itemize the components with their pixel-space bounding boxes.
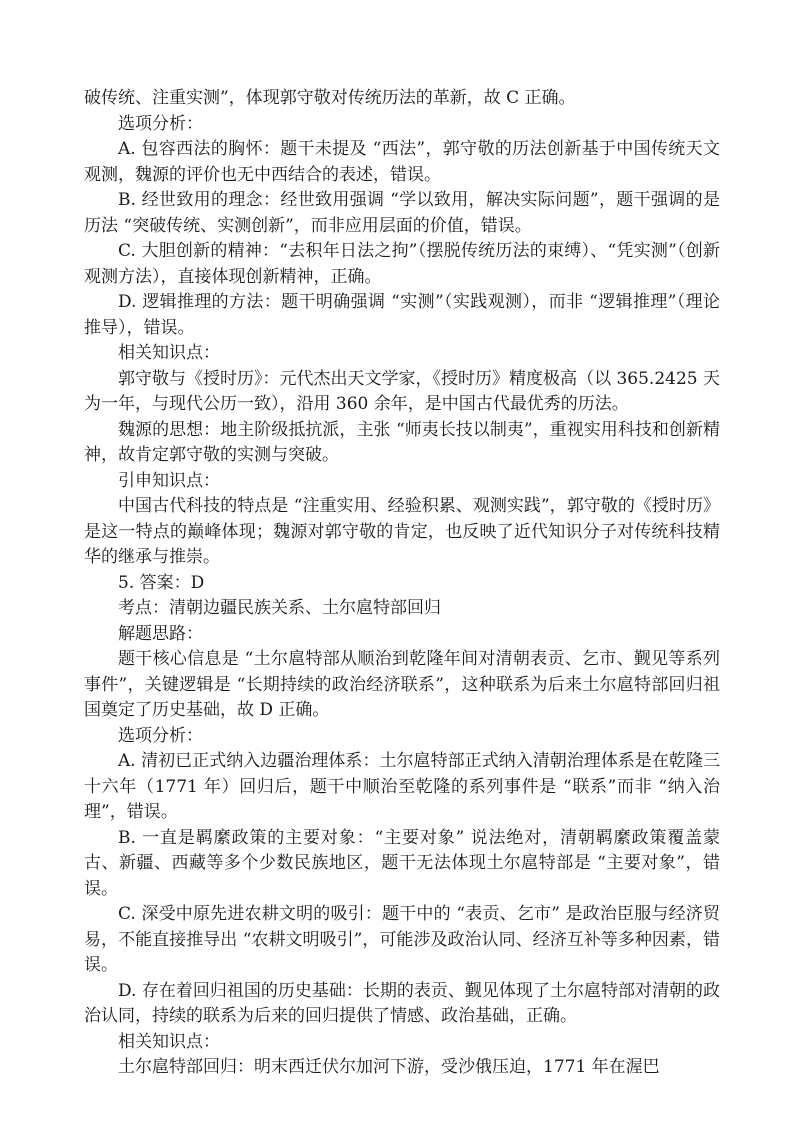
- paragraph-21: 土尔扈特部回归：明末西迁伏尔加河下游，受沙俄压迫，1771 年在渥巴: [118, 1057, 660, 1077]
- paragraph-12: 考点：清朝边疆民族关系、土尔扈特部回归: [118, 598, 441, 618]
- paragraph-19: D. 存在着回归祖国的历史基础：长期的表贡、觐见体现了土尔扈特部对清朝的政治认同，持续的联系为后来的回归提供了情感、政治基础，正确。: [84, 980, 720, 1026]
- paragraph-14: 题干核心信息是 “土尔扈特部从顺治到乾隆年间对清朝表贡、乞市、觐见等系列事件”，关键逻辑是 “长期持续的政治经济联系”，这种联系为后来土尔扈特部回归祖国奠定了历史基础，故 D 正确。: [84, 649, 720, 720]
- paragraph-8: 魏源的思想：地主阶级抵抗派，主张 “师夷长技以制夷”，重视实用科技和创新精神，故肯定郭守敬的实测与突破。: [84, 419, 720, 465]
- paragraph-9: 引申知识点：: [118, 470, 220, 491]
- document-page: [84, 86, 720, 1081]
- paragraph-3: B. 经世致用的理念：经世致用强调 “学以致用，解决实际问题”，题干强调的是历法 “突破传统、实测创新”，而非应用层面的价值，错误。: [84, 190, 720, 236]
- paragraph-13: 解题思路：: [118, 623, 203, 644]
- paragraph-15: 选项分析：: [118, 725, 203, 746]
- paragraph-0: 破传统、注重实测”，体现郭守敬对传统历法的革新，故 C 正确。: [84, 88, 576, 108]
- paragraph-18: C. 深受中原先进农耕文明的吸引：题干中的 “表贡、乞市” 是政治臣服与经济贸易，不能直接推导出 “农耕文明吸引”，可能涉及政治认同、经济互补等多种因素，错误。: [84, 904, 720, 975]
- paragraph-4: C. 大胆创新的精神：“去积年日法之拘”（摆脱传统历法的束缚）、“凭实测”（创新观测方法），直接体现创新精神，正确。: [84, 241, 720, 287]
- paragraph-5: D. 逻辑推理的方法：题干明确强调 “实测”（实践观测），而非 “逻辑推理”（理论推导），错误。: [84, 292, 720, 338]
- paragraph-20: 相关知识点：: [118, 1031, 220, 1052]
- paragraph-17: B. 一直是羁縻政策的主要对象：“主要对象” 说法绝对，清朝羁縻政策覆盖蒙古、新疆、西藏等多个少数民族地区，题干无法体现土尔扈特部是 “主要对象”，错误。: [84, 827, 720, 899]
- paragraph-1: 选项分析：: [118, 113, 203, 134]
- paragraph-16: A. 清初已正式纳入边疆治理体系：土尔扈特部正式纳入清朝治理体系是在乾隆三十六年（1771 年）回归后，题干中顺治至乾隆的系列事件是 “联系”而非 “纳入治理”，错误。: [84, 751, 720, 822]
- paragraph-11: 5. 答案：D: [118, 572, 205, 593]
- paragraph-10: 中国古代科技的特点是 “注重实用、经验积累、观测实践”，郭守敬的《授时历》是这一特点的巅峰体现；魏源对郭守敬的肯定，也反映了近代知识分子对传统科技精华的继承与推崇。: [84, 496, 720, 567]
- paragraph-6: 相关知识点：: [118, 343, 220, 363]
- paragraph-2: A. 包容西法的胸怀：题干未提及 “西法”，郭守敬的历法创新基于中国传统天文观测，魏源的评价也无中西结合的表述，错误。: [84, 139, 720, 185]
- paragraph-7: 郭守敬与《授时历》：元代杰出天文学家，《授时历》精度极高（以 365.2425 天为一年，与现代公历一致），沿用 360 余年，是中国古代最优秀的历法。: [84, 368, 720, 414]
